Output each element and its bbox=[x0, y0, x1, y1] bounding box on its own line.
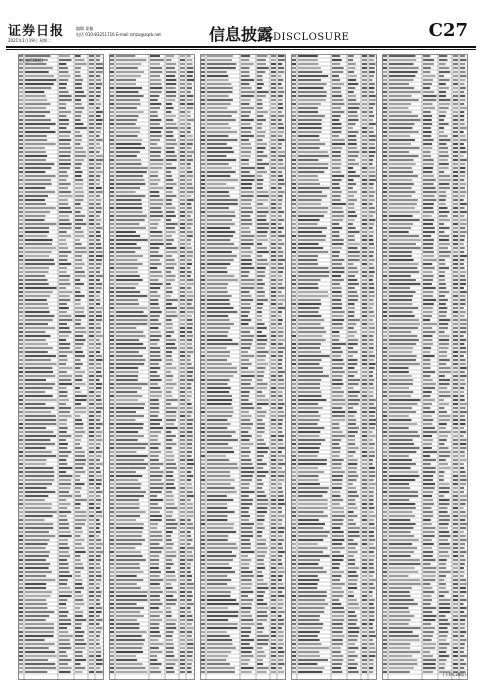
contact-line: 电话 010-83251716 E-mail zmzx@zqrb.net bbox=[76, 32, 161, 37]
table-texture bbox=[18, 54, 104, 680]
newspaper-logo: 证券日报 bbox=[8, 24, 65, 39]
table-texture bbox=[109, 54, 195, 680]
masthead bbox=[6, 20, 476, 46]
page-number: C27 bbox=[428, 20, 468, 41]
section-title-cn: 信息披露 bbox=[209, 25, 274, 44]
disclosure-table-grid bbox=[18, 54, 468, 680]
continued-from-label: (上接C26版) bbox=[20, 58, 44, 63]
table-block bbox=[382, 54, 468, 680]
header-rule-thin bbox=[6, 49, 476, 50]
issue-date: 2021年1月19日 星期二 bbox=[8, 38, 52, 43]
editor-line: 编辑 姜楠 bbox=[76, 26, 94, 31]
header-rule-thick bbox=[6, 46, 476, 48]
continued-on-label: (下转C28版) bbox=[442, 672, 466, 677]
section-title bbox=[209, 22, 349, 45]
table-texture bbox=[291, 54, 377, 680]
table-block bbox=[109, 54, 195, 680]
table-texture bbox=[200, 54, 286, 680]
table-block bbox=[18, 54, 104, 680]
section-title-en: DISCLOSURE bbox=[273, 32, 350, 43]
table-block bbox=[200, 54, 286, 680]
table-block bbox=[291, 54, 377, 680]
table-texture bbox=[382, 54, 468, 680]
